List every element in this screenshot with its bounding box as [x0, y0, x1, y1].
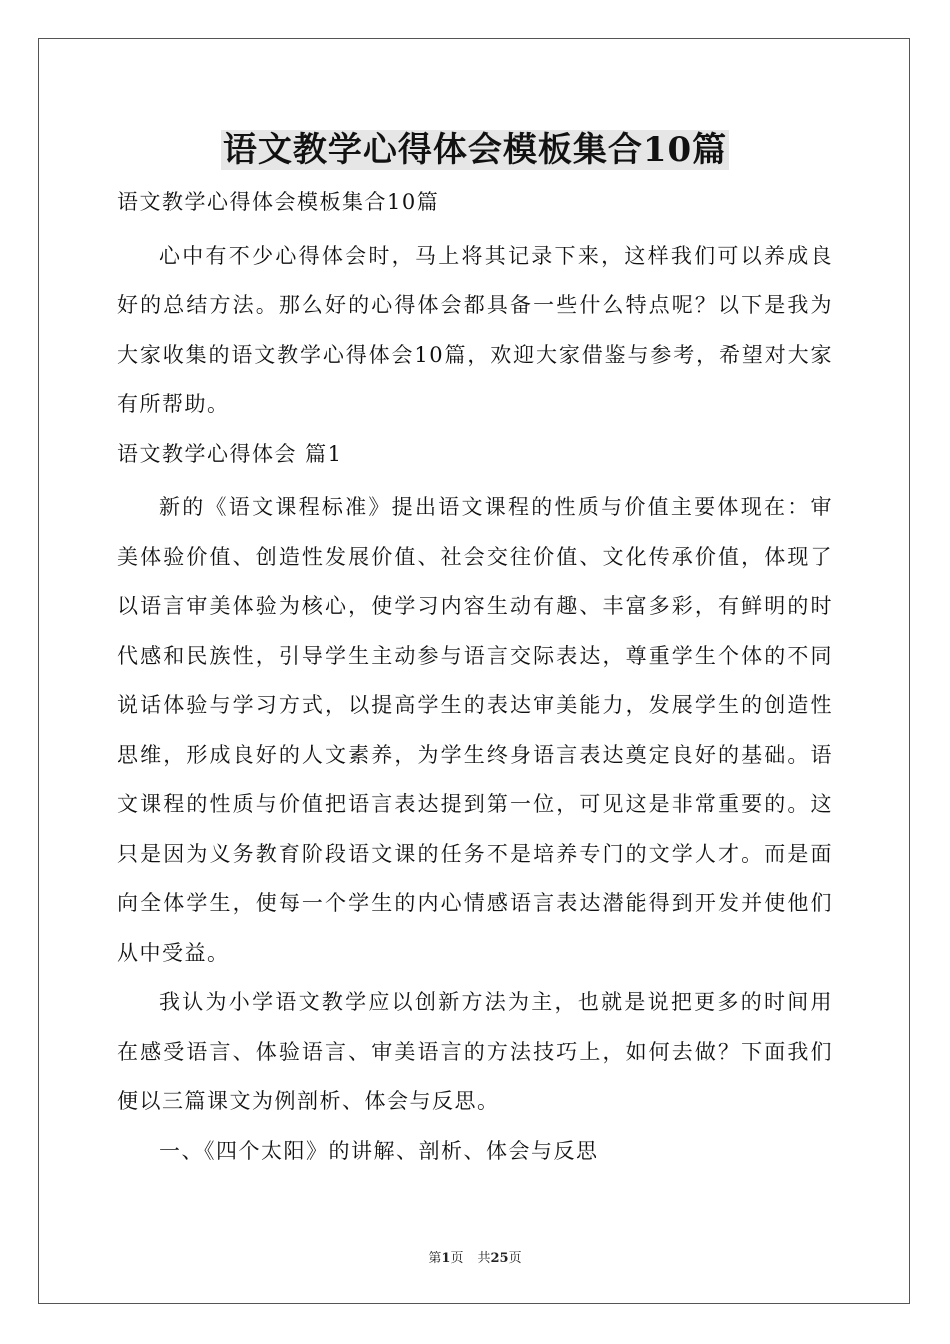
section-heading: 语文教学心得体会 篇1 — [117, 441, 343, 466]
page-prefix: 第 — [428, 1251, 442, 1266]
page-total: 25 — [490, 1251, 509, 1266]
intro-paragraph: 心中有不少心得体会时，马上将其记录下来，这样我们可以养成良好的总结方法。那么好的心得体会都具备一些什么特点呢？以下是我为大家收集的语文教学心得体会10篇，欢迎大家借鉴与参考，希望对大家有所帮助。 — [117, 243, 833, 416]
document-body — [117, 178, 833, 1176]
body-paragraph: 我认为小学语文教学应以创新方法为主，也就是说把更多的时间用在感受语言、体验语言、审美语言的方法技巧上，如何去做？下面我们便以三篇课文为例剖析、体会与反思。 — [117, 990, 833, 1113]
document-subtitle: 语文教学心得体会模板集合10篇 — [117, 190, 440, 214]
document-title-text: 语文教学心得体会模板集合10篇 — [222, 130, 728, 170]
page-footer — [0, 1247, 950, 1266]
total-prefix: 共 — [477, 1251, 491, 1266]
page-suffix: 页 — [450, 1251, 464, 1266]
total-suffix: 页 — [508, 1251, 522, 1266]
page-current: 1 — [441, 1251, 451, 1266]
body-paragraph: 新的《语文课程标准》提出语文课程的性质与价值主要体现在：审美体验价值、创造性发展价值、社会交往价值、文化传承价值，体现了以语言审美体验为核心，使学习内容生动有趣、丰富多彩，有鲜明的时代感和民族性，引导学生主动参与语言交际表达，尊重学生个体的不同说话体验与学习方式，以提高学生的表达审美能力，发展学生的创造性思维，形成良好的人文素养，为学生终身语言表达奠定良好的基础。语文课程的性质与价值把语言表达提到第一位，可见这是非常重要的。这只是因为义务教育阶段语文课的任务不是培养专门的文学人才。而是面向全体学生，使每一个学生的内心情感语言表达潜能得到开发并使他们从中受益。 — [117, 495, 833, 965]
body-paragraph: 一、《四个太阳》的讲解、剖析、体会与反思 — [159, 1138, 599, 1163]
document-title — [0, 122, 950, 178]
